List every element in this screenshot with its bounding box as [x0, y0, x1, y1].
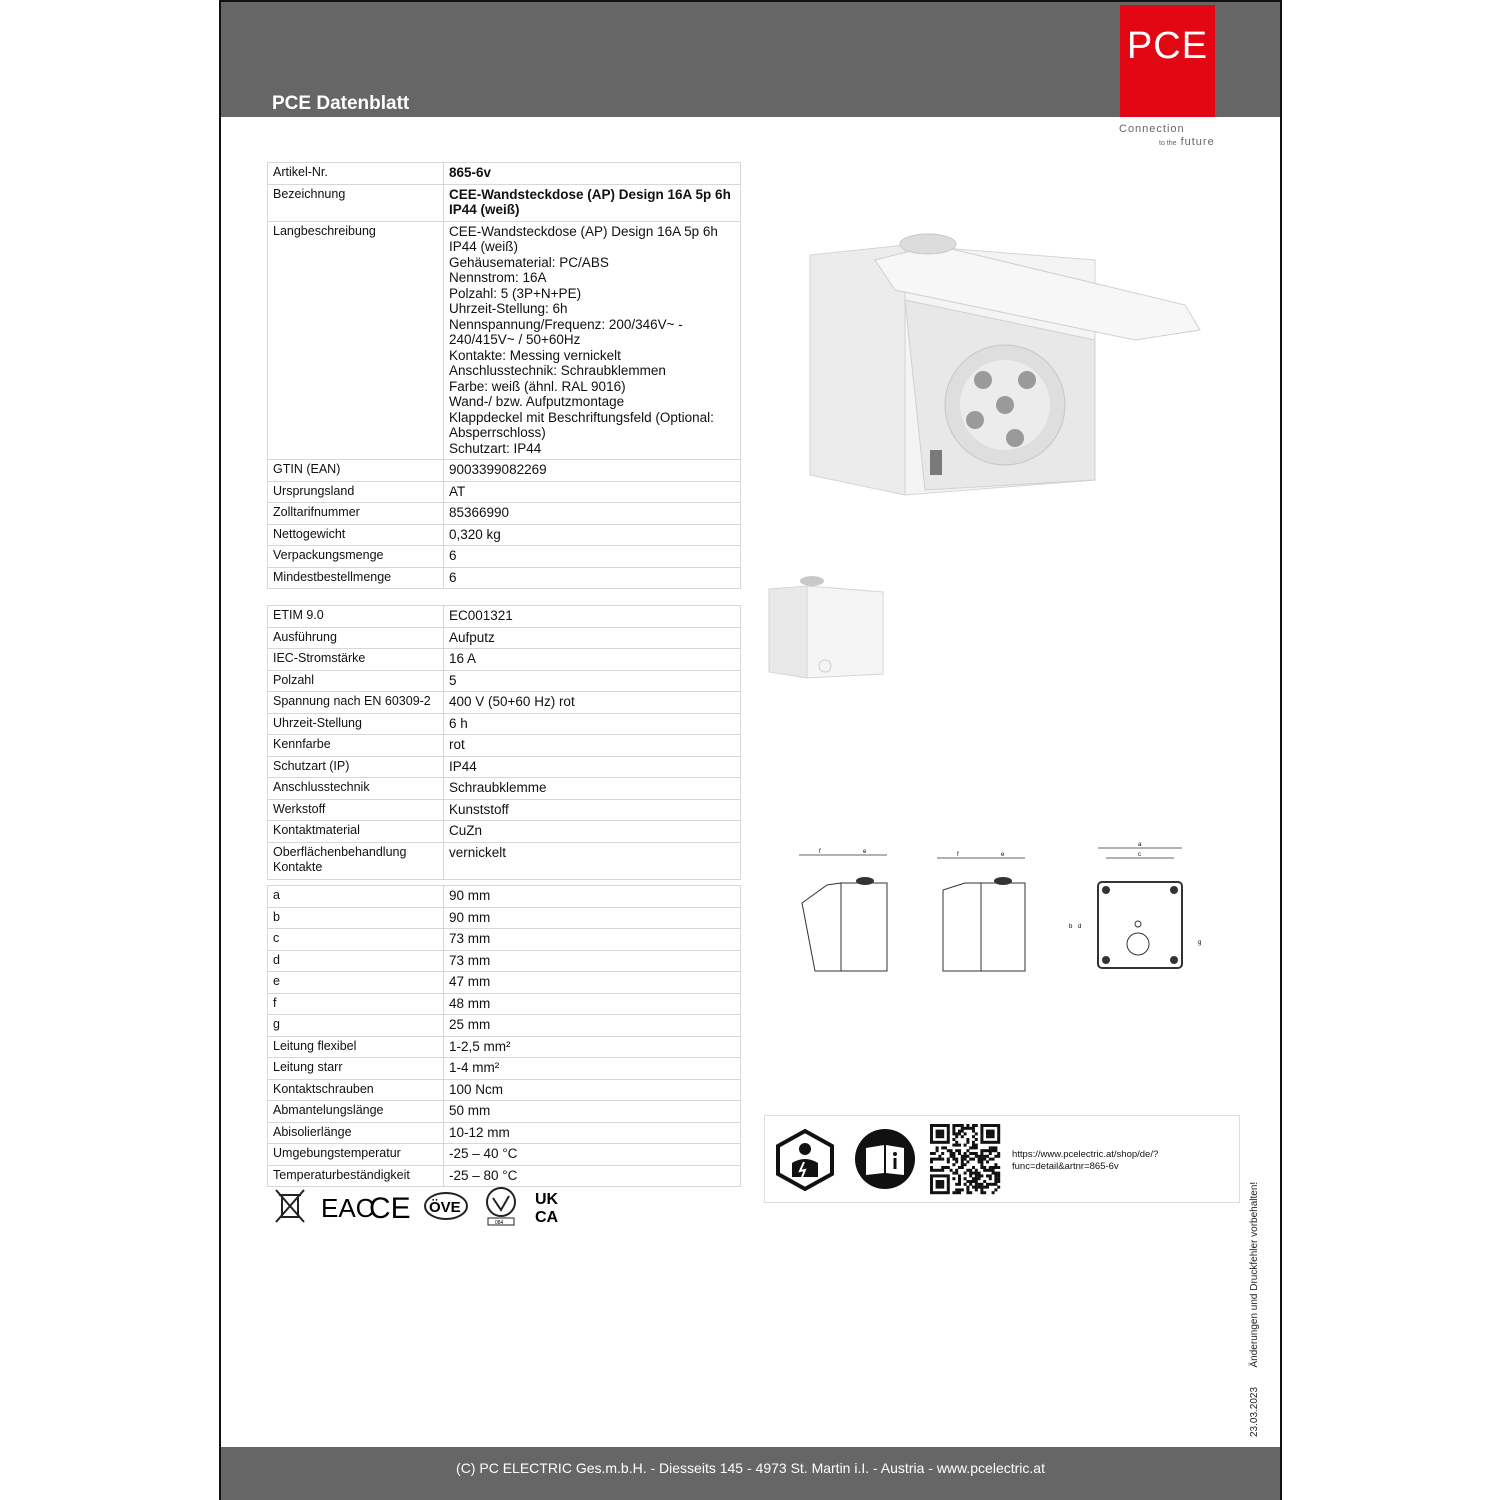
row-label: Ursprungsland — [268, 481, 444, 503]
table-row — [268, 1165, 741, 1187]
row-value: 16 A — [444, 649, 741, 671]
row-label: Temperaturbeständigkeit — [268, 1165, 444, 1187]
table-row — [268, 692, 741, 714]
row-label: Anschlusstechnik — [268, 778, 444, 800]
row-value: 1-4 mm² — [444, 1058, 741, 1080]
row-value: rot — [444, 735, 741, 757]
table-row — [268, 1058, 741, 1080]
row-label: Schutzart (IP) — [268, 756, 444, 778]
row-label: Oberflächenbehandlung Kontakte — [268, 842, 444, 879]
product-table — [267, 162, 741, 589]
description-line: Schutzart: IP44 — [449, 440, 542, 456]
svg-text:UK: UK — [535, 1191, 559, 1208]
etim-table — [267, 605, 741, 880]
row-value: 47 mm — [444, 972, 741, 994]
row-label: Leitung starr — [268, 1058, 444, 1080]
row-label: c — [268, 929, 444, 951]
table-row — [268, 163, 741, 185]
row-label: Polzahl — [268, 670, 444, 692]
svg-text:CA: CA — [535, 1209, 559, 1226]
row-value: 9003399082269 — [444, 460, 741, 482]
row-value: CuZn — [444, 821, 741, 843]
table-row — [268, 735, 741, 757]
slogan-future: to the future — [1159, 136, 1215, 148]
table-row — [268, 1122, 741, 1144]
description-line: Kontakte: Messing vernickelt — [449, 347, 621, 363]
row-value: 1-2,5 mm² — [444, 1036, 741, 1058]
table-row — [268, 221, 741, 460]
row-label: Abmantelungslänge — [268, 1101, 444, 1123]
ce-icon — [369, 1187, 409, 1225]
description-line: Polzahl: 5 (3P+N+PE) — [449, 285, 582, 301]
table-row — [268, 546, 741, 568]
row-value: Schraubklemme — [444, 778, 741, 800]
technical-drawing-side-open — [935, 850, 1030, 980]
ove-icon — [423, 1187, 469, 1225]
technical-drawing-back — [1066, 840, 1206, 990]
side-note: 23.03.2023 Änderungen und Druckfehler vorbehalten! — [1249, 1181, 1260, 1437]
description-line: Anschlusstechnik: Schraubklemmen — [449, 363, 666, 378]
row-label: e — [268, 972, 444, 994]
page-title: PCE Datenblatt — [272, 93, 410, 114]
row-value: 48 mm — [444, 993, 741, 1015]
table-row — [268, 799, 741, 821]
row-value: Kunststoff — [444, 799, 741, 821]
row-label: Mindestbestellmenge — [268, 567, 444, 589]
row-label: Werkstoff — [268, 799, 444, 821]
table-row — [268, 886, 741, 908]
technical-drawing-side — [797, 845, 892, 980]
table-row — [268, 993, 741, 1015]
header-bar — [221, 2, 1280, 117]
qr-code — [930, 1124, 1000, 1194]
datasheet-page — [219, 0, 1282, 1500]
svg-text:e: e — [863, 849, 867, 855]
row-label: Abisolierlänge — [268, 1122, 444, 1144]
row-label: Spannung nach EN 60309-2 — [268, 692, 444, 714]
row-value: 50 mm — [444, 1101, 741, 1123]
table-row — [268, 972, 741, 994]
row-label: Umgebungstemperatur — [268, 1144, 444, 1166]
table-row — [268, 756, 741, 778]
table-row — [268, 184, 741, 221]
table-row — [268, 1101, 741, 1123]
description-line: Wand-/ bzw. Aufputzmontage — [449, 394, 625, 409]
footer-bar — [221, 1447, 1280, 1500]
row-value: 25 mm — [444, 1015, 741, 1037]
description-line: Klappdeckel mit Beschriftungsfeld (Optional: Absperrschloss) — [449, 409, 714, 440]
certification-marks — [273, 1186, 569, 1226]
row-label: Ausführung — [268, 627, 444, 649]
description-line: Farbe: weiß (ähnl. RAL 9016) — [449, 378, 626, 394]
row-value: 5 — [444, 670, 741, 692]
row-label: f — [268, 993, 444, 1015]
table-row — [268, 481, 741, 503]
row-value: CEE-Wandsteckdose (AP) Design 16A 5p 6h IP44 (weiß) — [444, 184, 741, 221]
row-label: b — [268, 907, 444, 929]
electrician-icon — [774, 1129, 836, 1191]
row-label: d — [268, 950, 444, 972]
row-value: 6 h — [444, 713, 741, 735]
description-line: Uhrzeit-Stellung: 6h — [449, 301, 568, 316]
weee-bin-icon — [273, 1187, 307, 1225]
table-row — [268, 524, 741, 546]
ukrsepro-icon — [483, 1186, 519, 1226]
table-row — [268, 842, 741, 879]
row-label: Leitung flexibel — [268, 1036, 444, 1058]
row-value: 73 mm — [444, 929, 741, 951]
row-label: Nettogewicht — [268, 524, 444, 546]
description-line: Nennstrom: 16A — [449, 270, 547, 285]
row-label: IEC-Stromstärke — [268, 649, 444, 671]
table-row — [268, 950, 741, 972]
pce-logo — [1120, 5, 1215, 117]
row-label: ETIM 9.0 — [268, 606, 444, 628]
row-value: -25 – 40 °C — [444, 1144, 741, 1166]
svg-text:a: a — [1138, 842, 1142, 848]
product-image — [805, 230, 1200, 500]
row-value: 400 V (50+60 Hz) rot — [444, 692, 741, 714]
row-label: a — [268, 886, 444, 908]
svg-text:b: b — [1069, 924, 1073, 930]
row-value: IP44 — [444, 756, 741, 778]
row-label: Kontaktmaterial — [268, 821, 444, 843]
table-row — [268, 649, 741, 671]
svg-text:CE: CE — [369, 1192, 411, 1225]
row-label: Verpackungsmenge — [268, 546, 444, 568]
svg-text:EAC: EAC — [321, 1193, 375, 1223]
row-value: EC001321 — [444, 606, 741, 628]
row-value: 6 — [444, 567, 741, 589]
svg-text:ÖVE: ÖVE — [429, 1199, 461, 1216]
description-line: Nennspannung/Frequenz: 200/346V~ - 240/415V~ / 50+60Hz — [449, 316, 683, 347]
table-row — [268, 627, 741, 649]
logo-text: PCE — [1126, 25, 1209, 67]
row-value: AT — [444, 481, 741, 503]
table-row — [268, 606, 741, 628]
description-line: Gehäusematerial: PC/ABS — [449, 254, 609, 270]
product-url[interactable]: https://www.pcelectric.at/shop/de/?func=detail&artnr=865-6v — [1012, 1149, 1159, 1172]
row-value: 90 mm — [444, 886, 741, 908]
table-row — [268, 1144, 741, 1166]
table-row — [268, 503, 741, 525]
row-value: 0,320 kg — [444, 524, 741, 546]
svg-text:f: f — [957, 852, 959, 858]
table-row — [268, 1079, 741, 1101]
row-value: vernickelt — [444, 842, 741, 879]
table-row — [268, 929, 741, 951]
table-row — [268, 670, 741, 692]
dimension-table — [267, 885, 741, 1187]
svg-text:f: f — [819, 849, 821, 855]
eac-icon — [321, 1187, 375, 1225]
table-row — [268, 567, 741, 589]
description-line: CEE-Wandsteckdose (AP) Design 16A 5p 6h IP44 (weiß) — [449, 223, 718, 254]
table-row — [268, 1036, 741, 1058]
row-label: g — [268, 1015, 444, 1037]
row-value: 865-6v — [444, 163, 741, 185]
row-value: 90 mm — [444, 907, 741, 929]
info-panel — [764, 1115, 1240, 1203]
svg-text:c: c — [1138, 852, 1141, 858]
slogan-connection: Connection — [1119, 123, 1185, 135]
row-value — [444, 221, 741, 460]
table-row — [268, 821, 741, 843]
row-value: 73 mm — [444, 950, 741, 972]
row-value: Aufputz — [444, 627, 741, 649]
row-label: Kennfarbe — [268, 735, 444, 757]
row-label: Langbeschreibung — [268, 221, 444, 460]
row-value: -25 – 80 °C — [444, 1165, 741, 1187]
svg-text:g: g — [1198, 940, 1202, 946]
row-label: Kontaktschrauben — [268, 1079, 444, 1101]
table-row — [268, 460, 741, 482]
ukca-icon — [533, 1187, 569, 1225]
table-row — [268, 778, 741, 800]
row-value: 6 — [444, 546, 741, 568]
row-label: Bezeichnung — [268, 184, 444, 221]
row-value: 85366990 — [444, 503, 741, 525]
footer-text: (C) PC ELECTRIC Ges.m.b.H. - Diesseits 145 - 4973 St. Martin i.I. - Austria - www.pcelectric.at — [456, 1460, 1045, 1476]
table-row — [268, 907, 741, 929]
svg-text:d: d — [1078, 924, 1082, 930]
svg-text:e: e — [1001, 852, 1005, 858]
row-label: Uhrzeit-Stellung — [268, 713, 444, 735]
product-thumbnail — [767, 574, 885, 682]
row-label: GTIN (EAN) — [268, 460, 444, 482]
manual-info-icon — [854, 1128, 916, 1190]
svg-text:084: 084 — [495, 1220, 504, 1226]
row-value: 100 Ncm — [444, 1079, 741, 1101]
row-label: Artikel-Nr. — [268, 163, 444, 185]
table-row — [268, 1015, 741, 1037]
row-label: Zolltarifnummer — [268, 503, 444, 525]
row-value: 10-12 mm — [444, 1122, 741, 1144]
table-row — [268, 713, 741, 735]
